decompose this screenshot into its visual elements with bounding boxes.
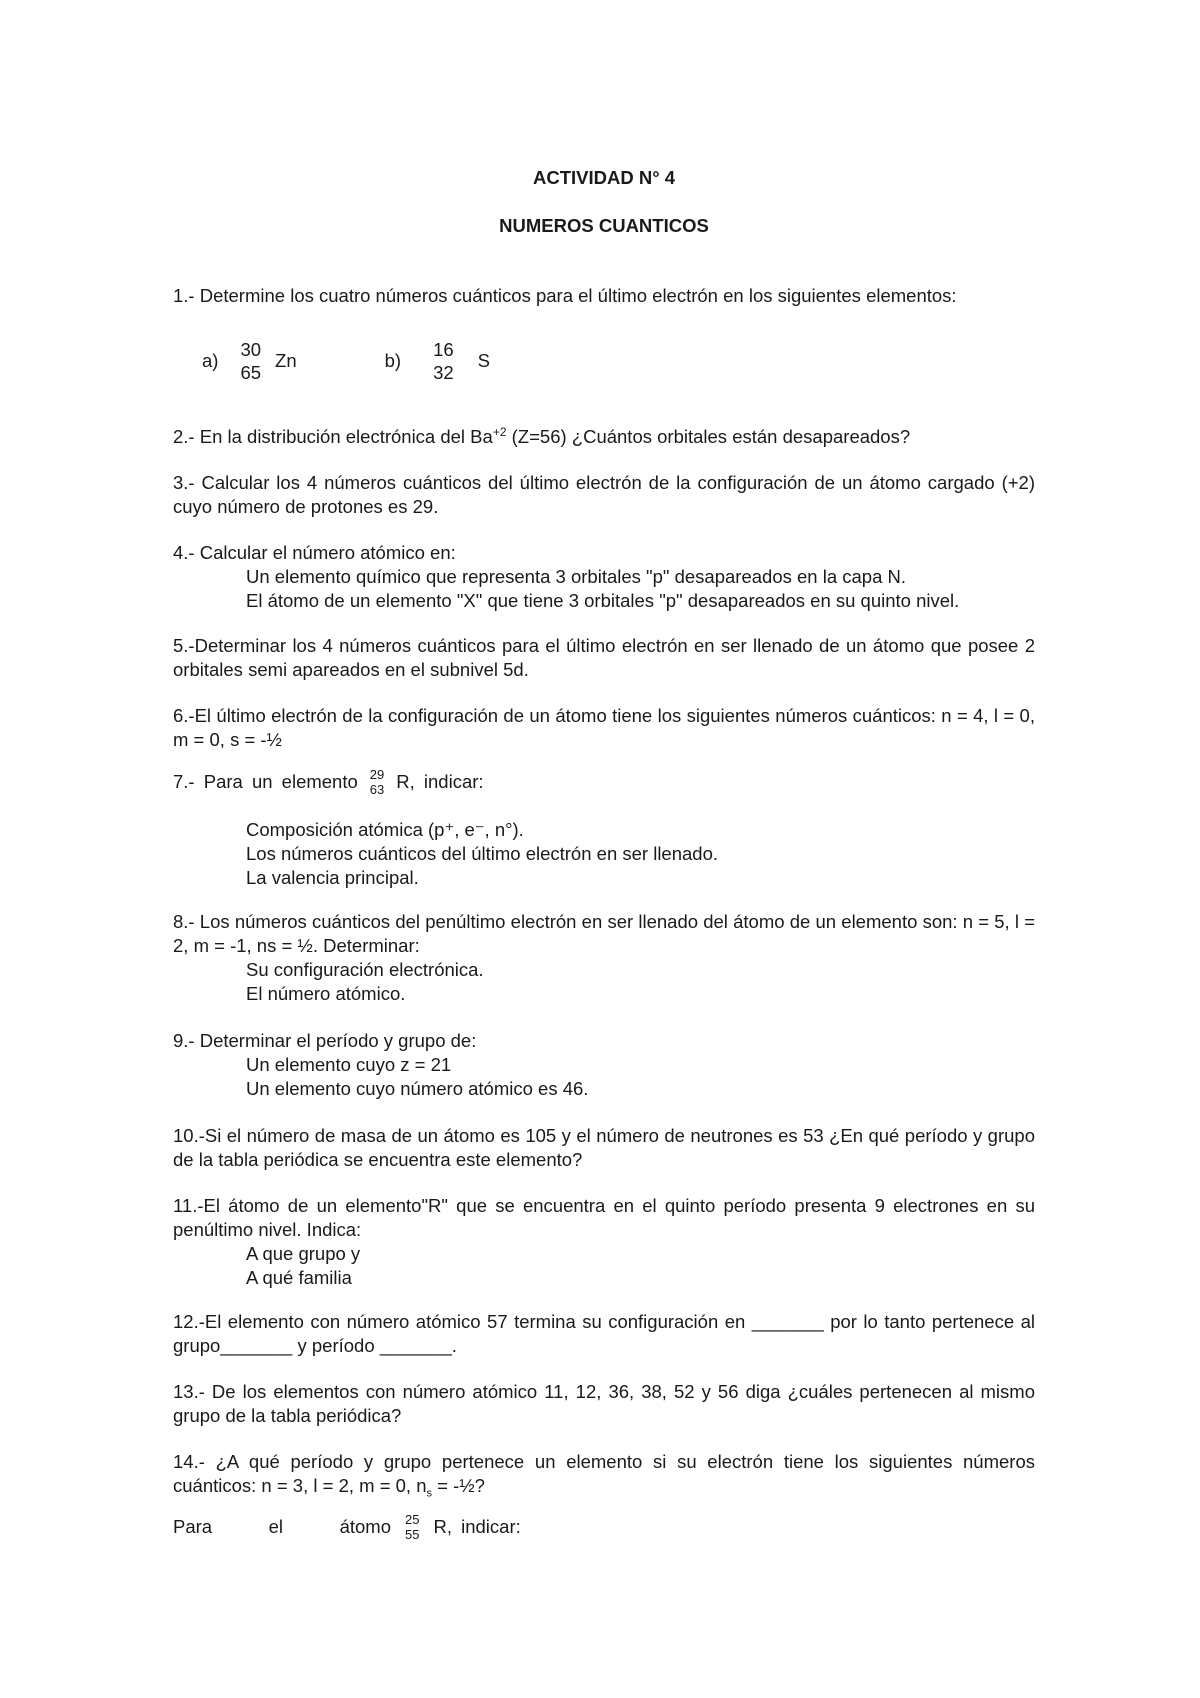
question-1-elements [202, 338, 1064, 384]
question-8-item: Su configuración electrónica. [246, 959, 484, 980]
final-prompt: Para el átomo 25 55 R, indicar: [173, 1512, 521, 1542]
question-6: 6.-El último electrón de la configuración de un átomo tiene los siguientes números cuánticos: n = 4, l = 0, m = 0, s = -½ [173, 705, 1035, 750]
question-4: 4.- Calcular el número atómico en: Un elemento químico que representa 3 orbitales "p" desapareados en la capa N. El átomo de un elemento "X" que tiene 3 orbitales "p" desapareados en su quinto nivel. [173, 541, 1035, 613]
option-b-label: b) [384, 350, 402, 371]
question-14: 14.- ¿A qué período y grupo pertenece un elemento si su electrón tiene los siguientes números cuánticos: n = 3, l = 2, m = 0, $n_s$ = -½? [173, 1451, 1035, 1500]
question-4-item: El átomo de un elemento "X" que tiene 3 orbitales "p" desapareados en su quinto nivel. [246, 590, 960, 611]
question-1: 1.- Determine los cuatro números cuánticos para el último electrón en los siguientes elementos: [173, 285, 957, 306]
question-2: 2.- En la distribución electrónica del $Ba^{+2}$ (Z=56) ¿Cuántos orbitales están desapareados? [173, 424, 911, 447]
question-8-item: El número atómico. [246, 983, 406, 1004]
isotope-zn: 30 65 [240, 339, 262, 383]
element-symbol-s: S [477, 350, 490, 371]
isotope-r-q7: 29 63 [369, 767, 385, 797]
question-7-item: Composición atómica (p⁺, e⁻, n°). [246, 819, 524, 840]
isotope-s: 16 32 [433, 339, 454, 383]
question-9: 9.- Determinar el período y grupo de: Un elemento cuyo z = 21 Un elemento cuyo número atómico es 46. [173, 1029, 1035, 1101]
question-10: 10.-Si el número de masa de un átomo es 105 y el número de neutrones es 53 ¿En qué período y grupo de la tabla periódica se encuentra este elemento? [173, 1125, 1035, 1170]
question-12: 12.-El elemento con número atómico 57 termina su configuración en _______ por lo tanto pertenece al grupo_______ y período _______. [173, 1311, 1035, 1356]
activity-title: ACTIVIDAD N° 4 [532, 167, 676, 188]
question-7-items [173, 818, 1035, 890]
activity-subtitle: NUMEROS CUANTICOS [499, 215, 709, 236]
question-9-item: Un elemento cuyo número atómico es 46. [246, 1078, 589, 1099]
question-7-item: La valencia principal. [246, 867, 419, 888]
question-4-item: Un elemento químico que representa 3 orbitales "p" desapareados en la capa N. [246, 566, 907, 587]
question-5: 5.-Determinar los 4 números cuánticos para el último electrón en ser llenado de un átomo que posee 2 orbitales semi apareados en el subnivel 5d. [173, 635, 1035, 680]
question-8: 8.- Los números cuánticos del penúltimo electrón en ser llenado del átomo de un elemento son: n = 5, l = 2, m = -1, ns = ½. Determinar: Su configuración electrónica. El número atómico. [173, 911, 1035, 1004]
element-symbol-zn: Zn [275, 350, 297, 371]
isotope-r-final: 25 55 [405, 1512, 420, 1542]
option-a-label: a) [202, 350, 219, 371]
question-13: 13.- De los elementos con número atómico 11, 12, 36, 38, 52 y 56 diga ¿cuáles pertenecen al mismo grupo de la tabla periódica? [173, 1381, 1035, 1426]
question-7: 7.- Para un elemento 29 63 R, indicar: [173, 767, 484, 797]
question-11-item: A qué familia [246, 1267, 352, 1288]
question-3: 3.- Calcular los 4 números cuánticos del último electrón de la configuración de un átomo cargado (+2) cuyo número de protones es 29. [173, 472, 1035, 517]
question-9-item: Un elemento cuyo z = 21 [246, 1054, 452, 1075]
question-11: 11.-El átomo de un elemento"R" que se encuentra en el quinto período presenta 9 electrones en su penúltimo nivel. Indica: A que grupo y A qué familia [173, 1195, 1035, 1288]
question-7-item: Los números cuánticos del último electrón en ser llenado. [246, 843, 719, 864]
question-11-item: A que grupo y [246, 1243, 361, 1264]
